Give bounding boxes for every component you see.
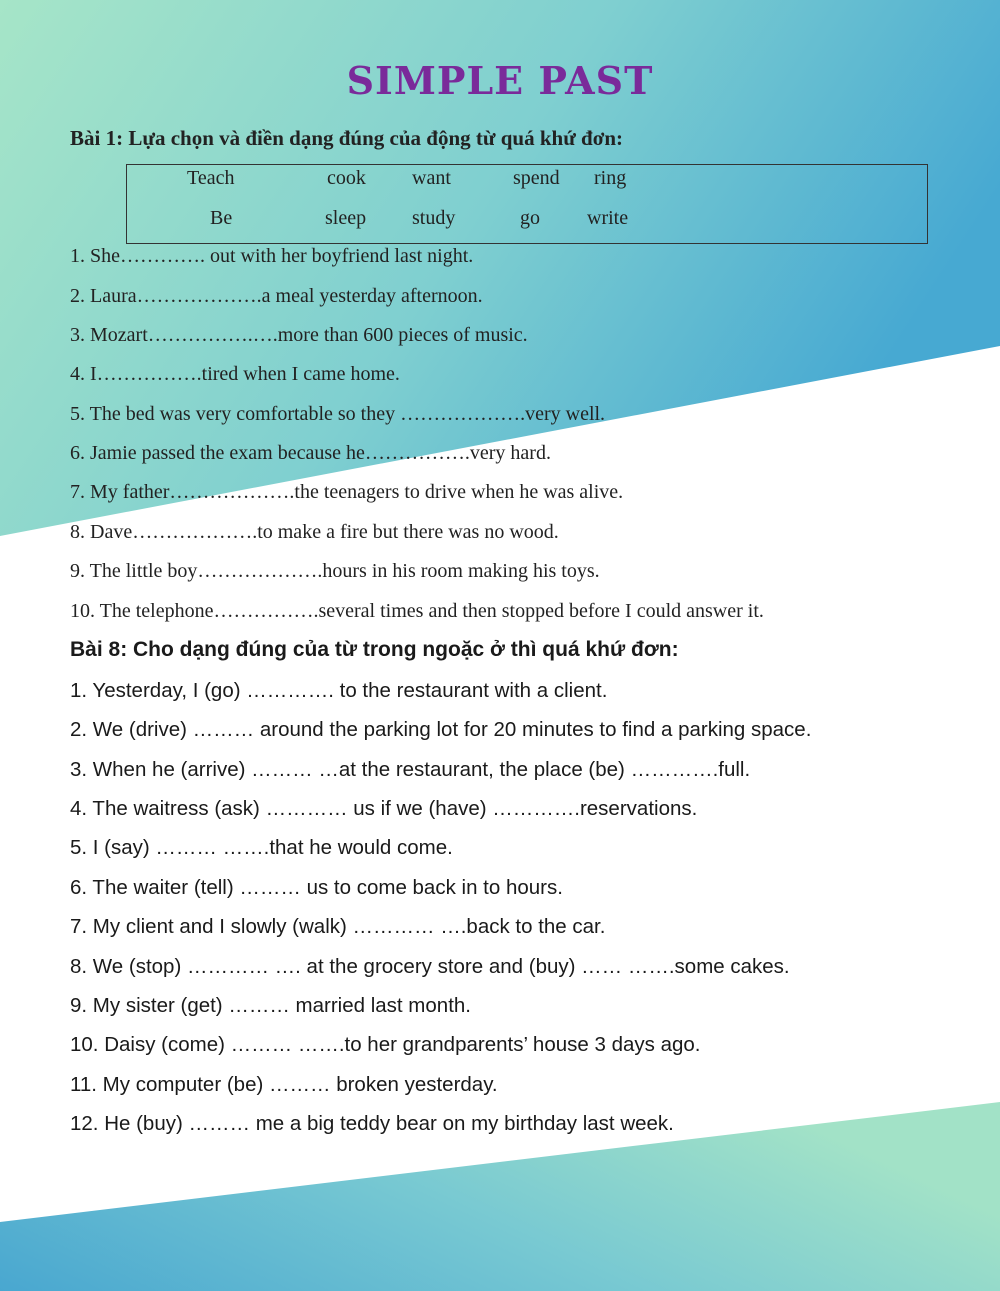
word-bank-item: spend	[513, 167, 560, 189]
exercise1-item: 10. The telephone…………….several times and then stopped before I could answer it.	[70, 600, 764, 622]
exercise8-item: 4. The waitress (ask) ………… us if we (have) ………….reservations.	[70, 797, 698, 820]
word-bank-item: cook	[327, 167, 366, 189]
exercise8-item: 11. My computer (be) ……… broken yesterday.	[70, 1073, 498, 1096]
exercise1-item: 5. The bed was very comfortable so they ……………….very well.	[70, 403, 606, 425]
exercise8-heading: Bài 8: Cho dạng đúng của từ trong ngoặc ở thì quá khứ đơn:	[70, 638, 679, 661]
word-bank-item: sleep	[325, 207, 367, 229]
exercise8-item: 6. The waiter (tell) ……… us to come back in to hours.	[70, 876, 563, 899]
exercise1-item: 2. Laura……………….a meal yesterday afternoon.	[70, 285, 483, 307]
exercise1-heading: Bài 1: Lựa chọn và điền dạng đúng của động từ quá khứ đơn:	[70, 126, 624, 150]
exercise1-item: 6. Jamie passed the exam because he…………….very hard.	[70, 442, 551, 464]
exercise8-item: 9. My sister (get) ……… married last month.	[70, 994, 471, 1017]
exercise8-item: 3. When he (arrive) ……… …at the restaurant, the place (be) ………….full.	[70, 758, 751, 781]
exercise8-item: 7. My client and I slowly (walk) ………… ….back to the car.	[70, 915, 606, 938]
word-bank-item: go	[520, 207, 540, 229]
word-bank-item: study	[412, 207, 456, 229]
word-bank-item: ring	[594, 167, 627, 189]
exercise8-item: 8. We (stop) ………… …. at the grocery store and (buy) …… …….some cakes.	[70, 955, 790, 978]
exercise1-item: 9. The little boy……………….hours in his room making his toys.	[70, 560, 600, 582]
exercise1-item: 4. I…………….tired when I came home.	[70, 363, 400, 385]
page-title: SIMPLE PAST	[346, 58, 654, 103]
exercise1-item: 7. My father……………….the teenagers to drive when he was alive.	[70, 481, 624, 503]
word-bank-item: want	[412, 167, 451, 189]
exercise1-item: 3. Mozart…………….….more than 600 pieces of music.	[70, 324, 528, 346]
word-bank-box	[126, 164, 928, 244]
exercise1-item: 8. Dave……………….to make a fire but there was no wood.	[70, 521, 559, 543]
exercise8-item: 1. Yesterday, I (go) …………. to the restaurant with a client.	[70, 679, 608, 702]
exercise8-item: 12. He (buy) ……… me a big teddy bear on my birthday last week.	[70, 1112, 674, 1135]
exercise1-item: 1. She…………. out with her boyfriend last night.	[70, 245, 474, 267]
word-bank-item: write	[587, 207, 629, 229]
exercise8-item: 2. We (drive) ……… around the parking lot for 20 minutes to find a parking space.	[70, 718, 812, 741]
exercise8-item: 10. Daisy (come) ……… …….to her grandparents’ house 3 days ago.	[70, 1033, 701, 1056]
exercise8-item: 5. I (say) ……… …….that he would come.	[70, 836, 453, 859]
word-bank-item: Be	[210, 207, 233, 229]
word-bank-item: Teach	[187, 167, 235, 189]
